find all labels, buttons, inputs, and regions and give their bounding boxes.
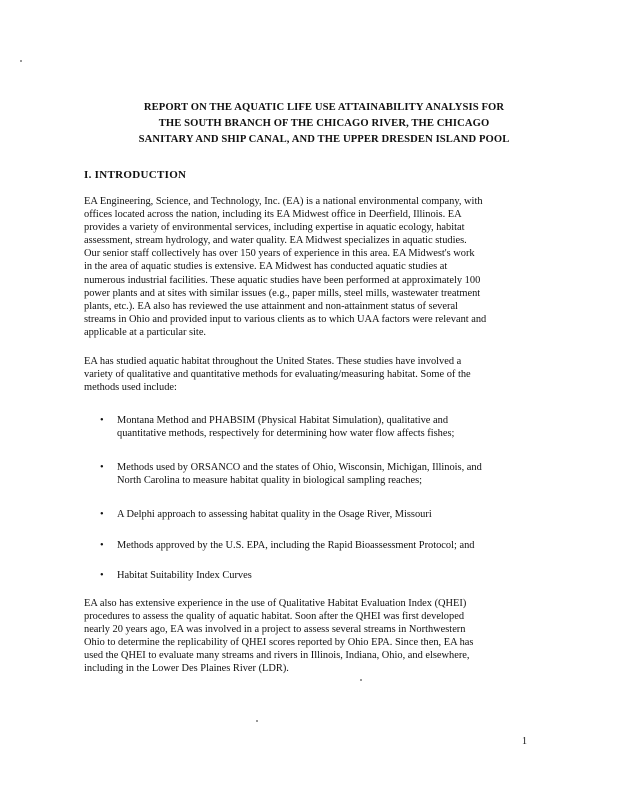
report-title <box>100 100 548 148</box>
text-line: assessment, stream hydrology, and water quality. EA Midwest specializes in aquatic studies. <box>84 235 467 247</box>
text-line: in the area of aquatic studies is extensive. EA Midwest has conducted aquatic studies at <box>84 261 448 273</box>
bullet-text: A Delphi approach to assessing habitat quality in the Osage River, Missouri <box>117 509 432 520</box>
bullet-text: North Carolina to measure habitat quality in biological sampling reaches; <box>117 475 422 487</box>
bullet-icon: • <box>100 570 104 581</box>
title-line: SANITARY AND SHIP CANAL, AND THE UPPER DRESDEN ISLAND POOL <box>138 134 510 145</box>
qhei-paragraph <box>84 597 534 676</box>
bullet-text: Methods approved by the U.S. EPA, including the Rapid Bioassessment Protocol; and <box>117 540 475 551</box>
text-line: nearly 20 years ago, EA was involved in a project to assess several streams in Northwestern <box>84 624 466 636</box>
text-line: including in the Lower Des Plaines River (LDR). <box>84 663 289 675</box>
text-line: EA also has extensive experience in the use of Qualitative Habitat Evaluation Index (QHEI) <box>84 598 467 609</box>
text-line: Ohio to determine the replicability of QHEI scores reported by Ohio EPA. Since then, EA has <box>84 637 474 649</box>
text-line: applicable at a particular site. <box>84 326 207 338</box>
section-heading: I. INTRODUCTION <box>84 169 187 181</box>
text-line: variety of qualitative and quantitative methods for evaluating/measuring habitat. Some of the <box>84 369 471 381</box>
text-line: methods used include: <box>84 382 177 394</box>
bullet-text: Montana Method and PHABSIM (Physical Habitat Simulation), qualitative and <box>117 415 449 426</box>
title-line: THE SOUTH BRANCH OF THE CHICAGO RIVER, THE CHICAGO <box>158 118 490 129</box>
text-line: streams in Ohio and provided input to various clients as to which UAA factors were relevant and <box>84 313 487 325</box>
bullet-text: quantitative methods, respectively for determining how water flow affects fishes; <box>117 428 455 440</box>
scan-speck <box>360 679 362 681</box>
text-line: offices located across the nation, including its EA Midwest office in Deerfield, Illinois. EA <box>84 209 462 221</box>
title-line: REPORT ON THE AQUATIC LIFE USE ATTAINABILITY ANALYSIS FOR <box>143 102 505 113</box>
page-number: 1 <box>522 736 527 747</box>
bullet-text: Methods used by ORSANCO and the states of Ohio, Wisconsin, Michigan, Illinois, and <box>117 462 482 473</box>
text-line: Our senior staff collectively has over 150 years of experience in this area. EA Midwest's work <box>84 248 475 260</box>
text-line: plants, etc.). EA also has reviewed the use attainment and non-attainment status of several <box>84 300 458 312</box>
text-line: used the QHEI to evaluate many streams and rivers in Illinois, Indiana, Ohio, and elsewhere, <box>84 650 470 662</box>
text-line: power plants and at sites with similar issues (e.g., paper mills, steel mills, wastewater treatment <box>84 287 481 299</box>
bullet-text: Habitat Suitability Index Curves <box>117 570 252 581</box>
text-line: EA has studied aquatic habitat throughout the United States. These studies have involved a <box>84 356 462 367</box>
scan-speck <box>256 720 258 722</box>
bullet-icon: • <box>100 509 104 520</box>
text-line: EA Engineering, Science, and Technology, Inc. (EA) is a national environmental company, with <box>84 196 483 207</box>
scan-speck <box>20 60 22 62</box>
text-line: procedures to assess the quality of aquatic habitat. Soon after the QHEI was first developed <box>84 611 465 623</box>
habitat-paragraph <box>84 355 534 394</box>
bullet-icon: • <box>100 415 104 426</box>
bullet-icon: • <box>100 540 104 551</box>
intro-paragraph <box>84 195 534 339</box>
bullet-icon: • <box>100 462 104 473</box>
text-line: provides a variety of environmental services, including expertise in aquatic ecology, habitat <box>84 222 465 234</box>
text-line: numerous industrial facilities. These aquatic studies have been performed at approximately 100 <box>84 274 481 286</box>
